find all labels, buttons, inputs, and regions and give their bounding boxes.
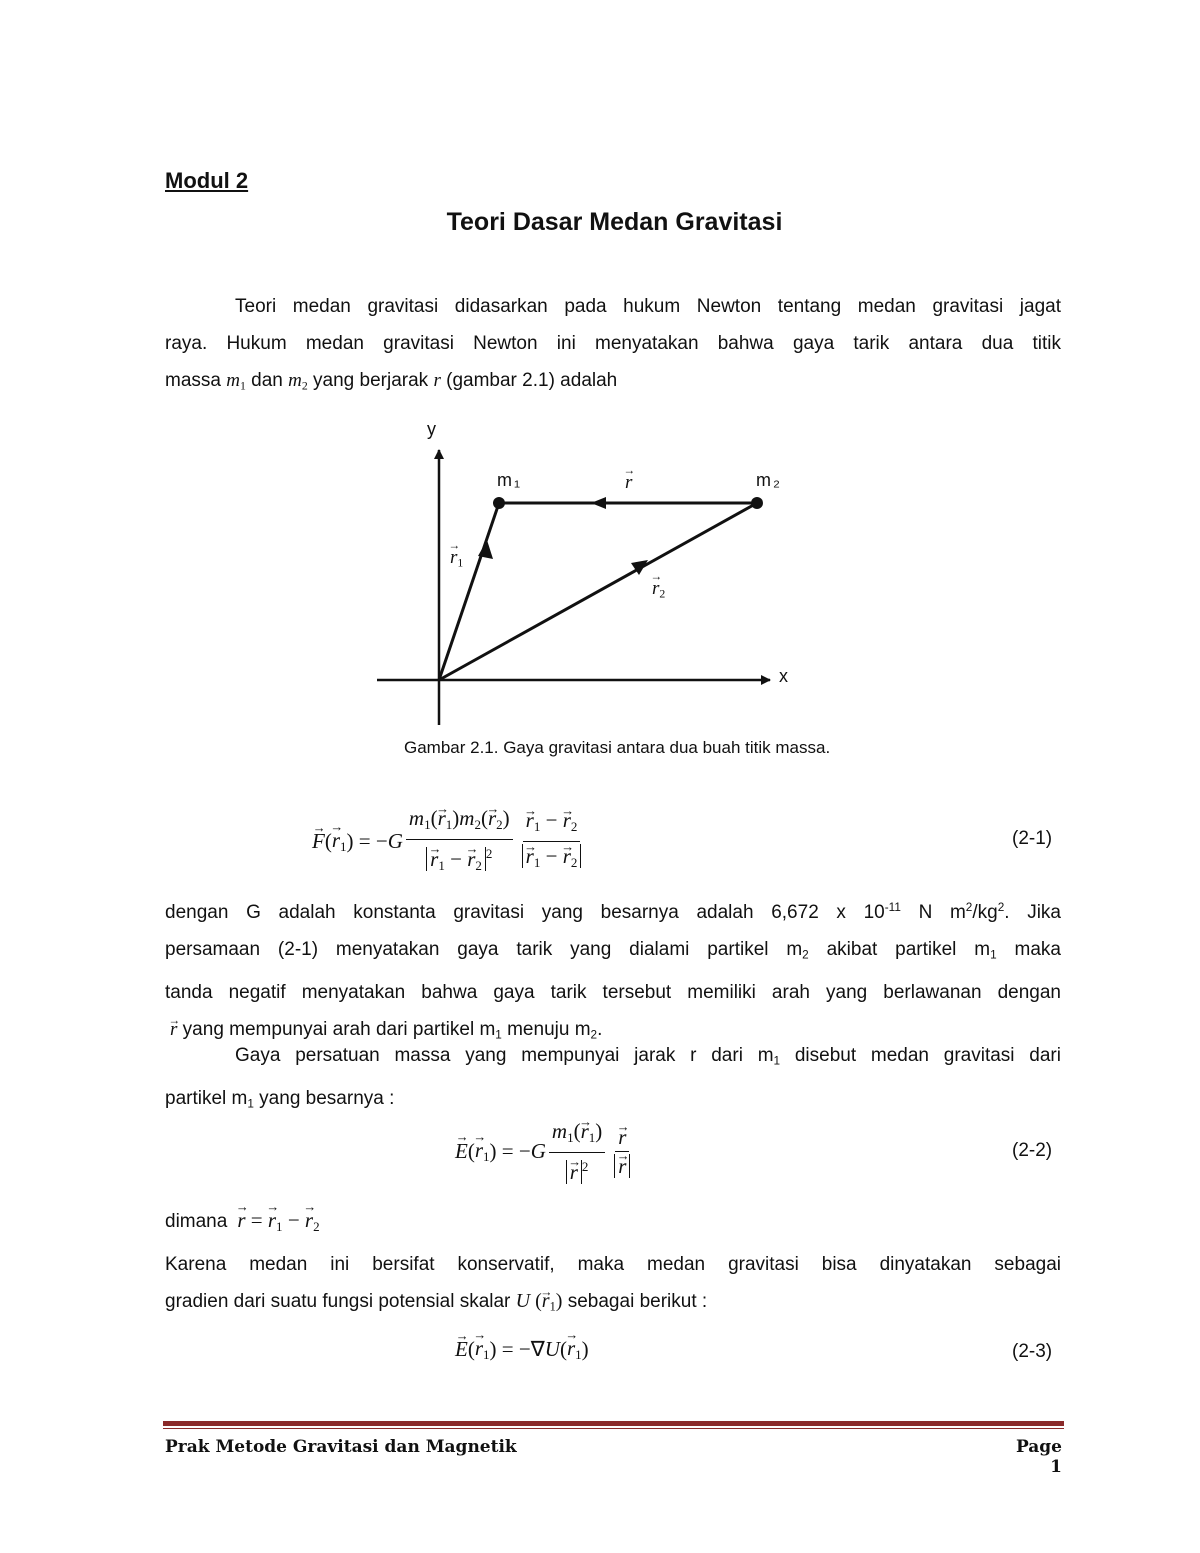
p2-line-3: tanda negatif menyatakan bahwa gaya tarik tersebut memiliki arah yang berlawanan dengan [165,981,1061,1003]
footer-rule-thin [163,1428,1064,1429]
footer-left-text: Prak Metode Gravitasi dan Magnetik [165,1437,517,1457]
footer-page-number: Page 1 [1015,1437,1062,1477]
r2-vector-label: → $r_2$ [652,578,665,602]
p4-line-1: Karena medan ini bersifat konservatif, maka medan gravitasi bisa dinyatakan sebagai [165,1254,1061,1275]
paragraph-2 [165,889,1061,1053]
y-axis-label: y [427,419,436,439]
p3-line-1: Gaya persatuan massa yang mempunyai jarak r dari $m_1$ disebut medan gravitasi dari [235,1045,1061,1068]
p2-line-1: dengan G adalah konstanta gravitasi yang besarnya adalah 6,672 x $10^{-11}$ N $m^2/kg^2$. Jika [165,901,1061,924]
m2-label: m₂ [756,470,782,490]
intro-line-3: massa $m_1$ dan $m_2$ yang berjarak r (gambar 2.1) adalah [165,370,618,393]
r1-vector [439,503,499,680]
p2-line-2: persamaan (2-1) menyatakan gaya tarik yang dialami partikel $m_2$ akibat partikel $m_1$ maka [165,939,1061,962]
mass-m2-point [751,497,763,509]
paragraph-3 [165,1037,1061,1122]
m1-label: m₁ [497,470,523,490]
equation-2-2: → E ( → $r_1$ ) = − G $m_1(\to r_1)$ → r $^2$ → r → r [455,1119,636,1184]
equation-2-1-number: (2-1) [1012,828,1053,849]
r2-vector [439,503,757,680]
p4-line-2: gradien dari suatu fungsi potensial skalar U (→ $r_1$) sebagai berikut : [165,1283,1061,1326]
r-vector-label: → r [625,472,632,494]
page-title: Teori Dasar Medan Gravitasi [446,208,783,236]
equation-2-2-number: (2-2) [1012,1140,1053,1161]
p3-line-2: partikel $m_1$ yang besarnya : [165,1087,395,1111]
r1-vector-label: → $r_1$ [450,547,463,571]
module-label: Modul 2 [165,168,249,193]
r-arrowhead [591,497,606,509]
intro-line-1: Teori medan gravitasi didasarkan pada hukum Newton tentang medan gravitasi jagat [235,296,1061,317]
figure-caption: Gambar 2.1. Gaya gravitasi antara dua buah titik massa. [404,738,831,757]
equation-2-1: → F ( → $r_1$ ) = − G $m_1(\to r_1)m_2(\to r_2)$ → $r_1$ − → $r_2^2$ → $r_1$ − → $r_2$ → $r_1$ − → $r_2$ [312,806,587,878]
intro-line-2: raya. Hukum medan gravitasi Newton ini menyatakan bahwa gaya tarik antara dua titik [165,333,1061,354]
paragraph-4 [165,1246,1061,1326]
p2-line-4: → r yang mempunyai arah dari partikel $m_1$ menuju $m_2$. [165,1011,1061,1054]
mass-m1-point [493,497,505,509]
x-axis-label: x [779,666,788,686]
equation-2-3: → E ( → $r_1$ ) = −∇ U ( → $r_1$ ) [455,1336,589,1363]
dimana-line: dimana → r = → $r_1$ − → $r_2$ [165,1208,320,1235]
footer-rule [163,1421,1064,1426]
equation-2-3-number: (2-3) [1012,1341,1053,1362]
r1-arrowhead [478,540,493,559]
